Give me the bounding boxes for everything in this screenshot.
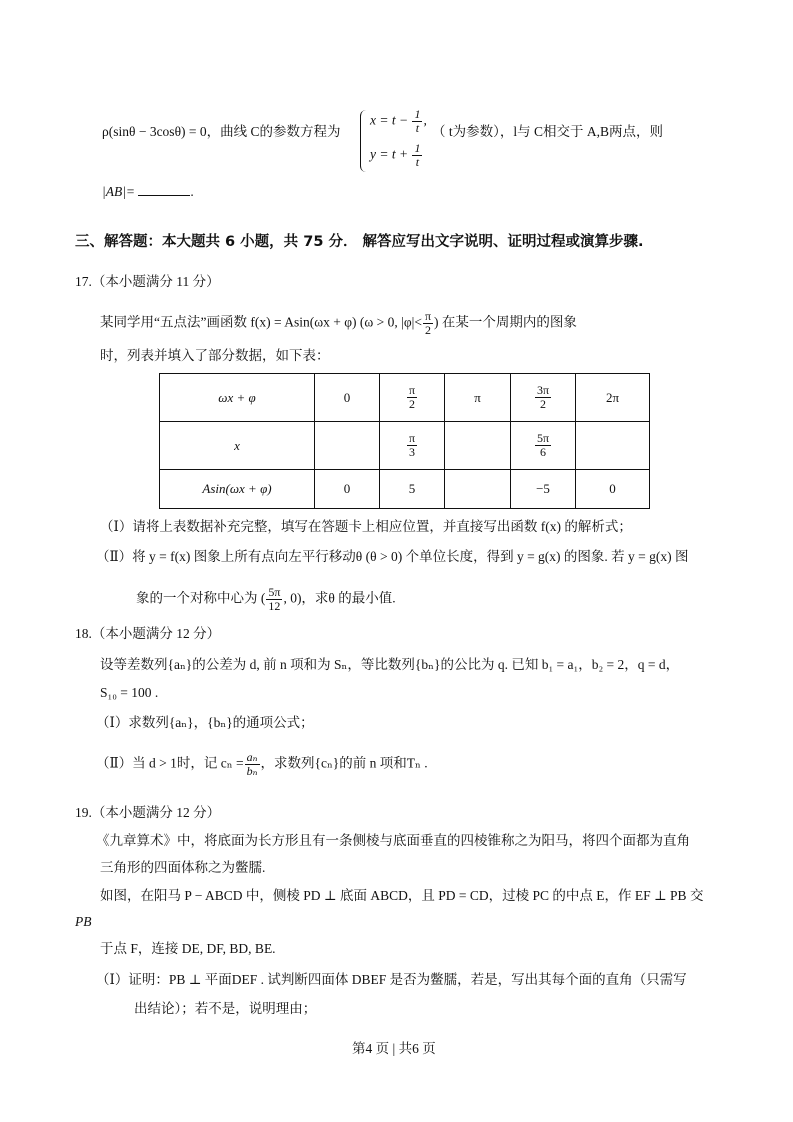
table-row — [160, 374, 650, 422]
table-cell — [511, 374, 576, 422]
den: 6 — [540, 445, 546, 459]
num: 1 — [414, 107, 421, 121]
table-row — [160, 470, 650, 509]
q19-part1: （Ⅰ）证明：PB ⊥ 平面DEF . 试判断四面体 DBEF 是否为鳖臑，若是，写出其每个面的直角（只需写 — [96, 972, 687, 987]
den: t — [415, 121, 420, 135]
den: t — [415, 155, 420, 169]
q18-part2 — [96, 751, 428, 778]
num: 1 — [414, 141, 421, 155]
fraction — [423, 310, 433, 337]
row-header: x — [160, 422, 315, 470]
eq-x-text: x = t − — [370, 112, 409, 128]
q19-part1b: 出结论）；若不是，说明理由； — [134, 1001, 317, 1016]
answer-blank[interactable] — [138, 183, 190, 196]
num: π — [408, 431, 416, 445]
den: 2 — [409, 397, 415, 411]
fraction — [412, 142, 422, 169]
row-header: ωx + φ — [160, 374, 315, 422]
den: 2 — [540, 397, 546, 411]
den: 12 — [268, 599, 281, 613]
fraction — [412, 108, 422, 135]
table-cell — [380, 422, 445, 470]
part2-post: ，求数列{cₙ}的前 n 项和Tₙ . — [260, 755, 428, 771]
q19-number: 19.（本小题满分 12 分） — [75, 805, 221, 820]
q16-line1-pre: ρ(sinθ − 3cosθ) = 0，曲线 C的参数方程为 — [102, 124, 341, 139]
num: π — [408, 383, 416, 397]
den: bₙ — [246, 764, 258, 778]
q18-line1: 设等差数列{aₙ}的公差为 d, 前 n 项和为 Sₙ，等比数列{bₙ}的公比为 q. 已知 b₁ = a₁，b₂ = 2，q = d， — [100, 657, 680, 672]
fraction — [266, 586, 282, 613]
fraction — [535, 432, 551, 459]
q17-intro2: 时，列表并填入了部分数据，如下表： — [100, 348, 330, 363]
table-cell: 5 — [380, 470, 445, 509]
ab-label: |AB|= — [102, 184, 136, 199]
q19-line1: 《九章算术》中，将底面为长方形且有一条侧棱与底面垂直的四棱锥称之为阳马，将四个面都为直角 — [96, 833, 690, 848]
table-cell — [315, 422, 380, 470]
table-cell — [511, 422, 576, 470]
q18-line2: S₁₀ = 100 . — [100, 685, 159, 700]
q18-part1: （Ⅰ）求数列{aₙ}，{bₙ}的通项公式； — [96, 715, 314, 730]
q16-line1-post: （ t为参数），l与 C相交于 A,B两点，则 — [432, 124, 664, 139]
q17-part2b — [136, 586, 396, 613]
intro-post: ) 在某一个周期内的图象 — [434, 314, 577, 330]
param-eq-y — [370, 142, 423, 169]
section3-heading: 三、解答题：本大题共 6 小题，共 75 分． 解答应写出文字说明、证明过程或演算步骤. — [75, 234, 644, 250]
fraction — [245, 751, 260, 778]
part2b-pre: 象的一个对称中心为 ( — [136, 590, 266, 606]
q19-line3: 如图，在阳马 P − ABCD 中，侧棱 PD ⊥ 底面 ABCD，且 PD = CD，过棱 PC 的中点 E，作 EF ⊥ PB 交 — [100, 888, 704, 903]
table-cell: −5 — [511, 470, 576, 509]
table-row — [160, 422, 650, 470]
q17-intro — [100, 310, 577, 337]
eq-y-text: y = t + — [370, 146, 409, 162]
page-footer: 第4 页 | 共6 页 — [352, 1041, 436, 1056]
fraction — [407, 384, 417, 411]
table-cell — [445, 422, 511, 470]
part2b-post: , 0)，求θ 的最小值. — [283, 590, 396, 606]
table-cell: 0 — [315, 374, 380, 422]
system-brace — [360, 110, 369, 172]
table-cell: 0 — [315, 470, 380, 509]
q17-part2: （Ⅱ）将 y = f(x) 图象上所有点向左平行移动θ (θ > 0) 个单位长度，得到 y = g(x) 的图象. 若 y = g(x) 图 — [96, 549, 689, 564]
q19-line4: PB — [75, 914, 92, 929]
fraction — [407, 432, 417, 459]
q17-part1: （Ⅰ）请将上表数据补充完整，填写在答题卡上相应位置，并直接写出函数 f(x) 的解析式； — [100, 519, 632, 534]
table-cell — [380, 374, 445, 422]
den: 2 — [424, 323, 431, 337]
five-point-table — [159, 373, 650, 509]
comma: , — [423, 112, 427, 128]
den: 3 — [409, 445, 415, 459]
num: 3π — [536, 383, 550, 397]
table-cell — [576, 422, 650, 470]
param-eq-x — [370, 108, 427, 135]
table-cell: 0 — [576, 470, 650, 509]
table-cell: π — [445, 374, 511, 422]
fraction — [535, 384, 551, 411]
q16-line2 — [102, 183, 194, 201]
q19-line2: 三角形的四面体称之为鳖臑. — [100, 860, 266, 875]
q18-number: 18.（本小题满分 12 分） — [75, 626, 221, 641]
q19-line5: 于点 F，连接 DE, DF, BD, BE. — [100, 941, 276, 956]
num: 5π — [536, 431, 550, 445]
period: . — [190, 184, 194, 199]
part2-pre: （Ⅱ）当 d > 1时，记 cₙ = — [96, 755, 244, 771]
num: π — [424, 309, 431, 323]
num: aₙ — [246, 750, 258, 764]
table-cell: 2π — [576, 374, 650, 422]
table-cell — [445, 470, 511, 509]
q17-number: 17.（本小题满分 11 分） — [75, 274, 220, 289]
intro-pre: 某同学用“五点法”画函数 f(x) = Asin(ωx + φ) (ω > 0, |φ|< — [100, 314, 422, 330]
num: 5π — [268, 585, 281, 599]
row-header: Asin(ωx + φ) — [160, 470, 315, 509]
